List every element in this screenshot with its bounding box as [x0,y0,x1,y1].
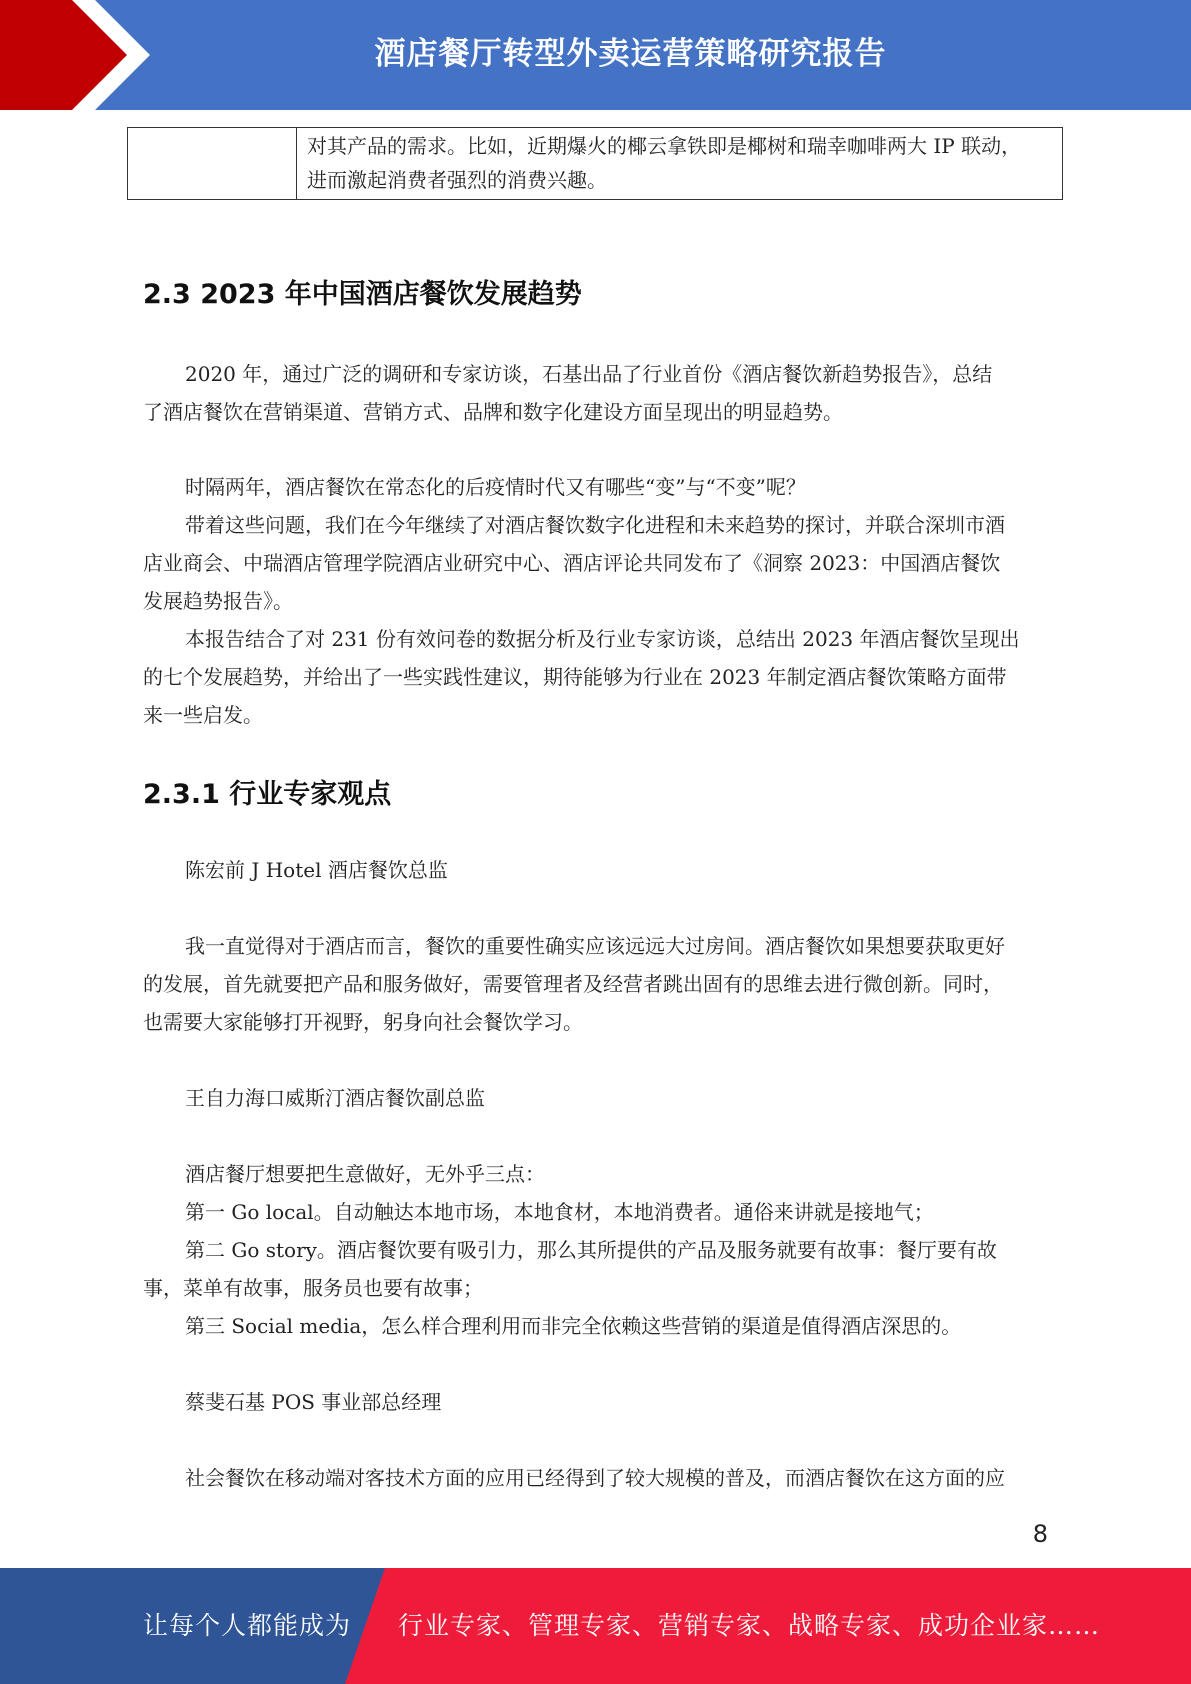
paragraph-1 [143,355,1048,431]
section-heading-2-3: 2.3 2023 年中国酒店餐饮发展趋势 [143,279,582,310]
text-line: 我一直觉得对于酒店而言，餐饮的重要性确实应该远远大过房间。酒店餐饮如果想要获取更好 [185,934,1005,958]
text-line: 2020 年，通过广泛的调研和专家访谈，石基出品了行业首份《酒店餐饮新趋势报告》，总结 [185,362,993,386]
page-footer [0,1568,1191,1684]
text-line: 时隔两年，酒店餐饮在常态化的后疫情时代又有哪些“变”与“不变”呢？ [185,475,806,499]
expert-1-name [143,851,1048,889]
text-line: 发展趋势报告》。 [143,589,293,613]
footer-slogan-left: 让每个人都能成为 [143,1611,352,1640]
expert-3-name [143,1383,1048,1421]
text-line: 事，菜单有故事，服务员也要有故事； [143,1276,483,1300]
table-cell-line: 进而激起消费者强烈的消费兴趣。 [307,168,607,192]
text-line: 的发展，首先就要把产品和服务做好，需要管理者及经营者跳出固有的思维去进行微创新。同时， [143,972,1003,996]
text-line: 陈宏前 J Hotel 酒店餐饮总监 [185,858,448,882]
table-cell-line: 对其产品的需求。比如，近期爆火的椰云拿铁即是椰树和瑞幸咖啡两大 IP 联动， [307,134,1022,158]
page-number: 8 [1032,1520,1048,1548]
table-cell-left [128,128,297,200]
text-line: 第三 Social media，怎么样合理利用而非完全依赖这些营销的渠道是值得酒店深思的。 [185,1314,962,1338]
expert-2-quote [143,1155,1048,1345]
text-line: 第一 Go local。自动触达本地市场，本地食材，本地消费者。通俗来讲就是接地气； [185,1200,934,1224]
text-line: 店业商会、中瑞酒店管理学院酒店业研究中心、酒店评论共同发布了《洞察 2023：中国酒店餐饮 [143,551,1001,575]
text-line: 社会餐饮在移动端对客技术方面的应用已经得到了较大规模的普及，而酒店餐饮在这方面的应 [185,1466,1005,1490]
text-line: 蔡斐石基 POS 事业部总经理 [185,1390,442,1414]
expert-1-quote [143,927,1048,1041]
text-line: 本报告结合了对 231 份有效问卷的数据分析及行业专家访谈，总结出 2023 年酒店餐饮呈现出 [185,627,1020,651]
footer-slogan-right: 行业专家、管理专家、营销专家、战略专家、成功企业家…… [398,1611,1101,1640]
paragraph-4 [143,620,1048,734]
paragraph-3 [143,506,1048,620]
text-line: 来一些启发。 [143,703,263,727]
section-heading-2-3-1: 2.3.1 行业专家观点 [143,779,392,810]
table-cell-right [297,128,1063,200]
text-line: 带着这些问题，我们在今年继续了对酒店餐饮数字化进程和未来趋势的探讨，并联合深圳市酒 [185,513,1005,537]
expert-2-name [143,1079,1048,1117]
text-line: 的七个发展趋势，并给出了一些实践性建议，期待能够为行业在 2023 年制定酒店餐饮策略方面带 [143,665,1007,689]
expert-3-quote [143,1459,1048,1497]
text-line: 酒店餐厅想要把生意做好，无外乎三点： [185,1162,545,1186]
page-header [0,0,1191,110]
text-line: 也需要大家能够打开视野，躬身向社会餐饮学习。 [143,1010,583,1034]
text-line: 第二 Go story。酒店餐饮要有吸引力，那么其所提供的产品及服务就要有故事：餐厅要有故 [185,1238,997,1262]
text-line: 王自力海口威斯汀酒店餐饮副总监 [185,1086,485,1110]
paragraph-2 [143,468,1048,506]
table-fragment [127,127,1063,200]
header-title: 酒店餐厅转型外卖运营策略研究报告 [374,36,887,72]
text-line: 了酒店餐饮在营销渠道、营销方式、品牌和数字化建设方面呈现出的明显趋势。 [143,400,843,424]
table-row [128,128,1063,200]
